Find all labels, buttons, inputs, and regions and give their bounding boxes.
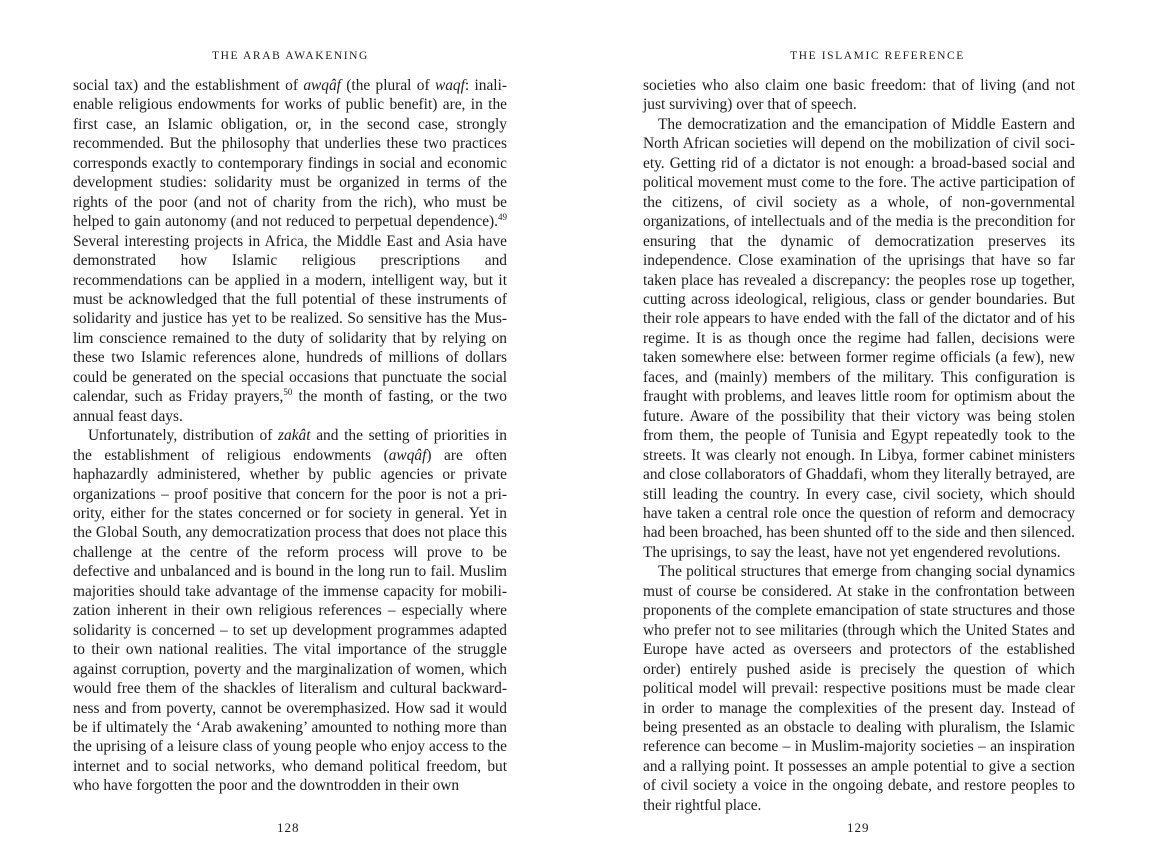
- paragraph: Unfortunately, distribution of zakât and the setting of priorities in the establishment of religious endowments (awqâf) are often haphazardly administered, whether by public agencies or private organizations – proof positive that concern for the poor is not a priority, either for the states concerned or for society in general. Yet in the Global South, any democratization process that does not place this challenge at the centre of the reform process will prove to be defective and unbalanced and is bound in the long run to fail. Muslim majorities should take advantage of the immense capacity for mobilization inherent in their own religious references – especially where solidarity is concerned – to set up development programmes adapted to their own national realities. The vital importance of the struggle against corruption, poverty and the marginalization of women, which would free them of the shackles of literalism and cultural backwardness and from poverty, cannot be overemphasized. How sad it would be if ultimately the ‘Arab awakening’ amounted to nothing more than the uprising of a leisure class of young people who enjoy access to the internet and to social networks, who demand political freedom, but who have forgotten the poor and the downtrodden in their own: [73, 427, 508, 795]
- paragraph: social tax) and the establishment of awqâf (the plural of waqf: inalienable religious endowments for works of public benefit) are, in the first case, an Islamic obligation, or, in the second case, strongly recommended. But the philosophy that underlies these two practices corresponds exactly to contemporary findings in social and economic development studies: solidarity must be organized in terms of the rights of the poor (and not of charity from the rich), who must be helped to gain autonomy (and not reduced to perpetual dependence).$^{49}$ Several interesting projects in Africa, the Middle East and Asia have demonstrated how Islamic religious prescriptions and recommendations can be applied in a modern, intelligent way, but it must be acknowledged that the full potential of these instruments of solidarity and justice has yet to be realized. So sensitive has the Muslim conscience remained to the duty of solidarity that by relying on these two Islamic references alone, hundreds of millions of dollars could be generated on the special occasions that punctuate the social calendar, such as Friday prayers,$^{50}$ the month of fasting, or the two annual feast days.: [73, 77, 507, 425]
- page-number: 129: [847, 820, 870, 835]
- body-text: [643, 76, 1075, 815]
- italic-term: awqâf: [303, 77, 341, 94]
- footnote-reference: 49: [498, 212, 507, 223]
- paragraph: The political structures that emerge from changing social dynamics must of course be considered. At stake in the confrontation between proponents of the complete emancipation of state structures and those who prefer not to see militaries (through which the United States and Europe have acted as overseers and protectors of the established order) entirely pushed aside is precisely the question of which political model will prevail: respective positions must be made clear in order to manage the complexities of the present day. Instead of being presented as an obstacle to dealing with pluralism, the Islamic reference can become – in Muslim-majority societies – an inspiration and a rallying point. It possesses an ample potential to give a section of civil society a voice in the ongoing debate, and restore peoples to their rightful place.: [643, 563, 1075, 814]
- italic-term: zakât: [278, 427, 311, 445]
- footnote-reference: 50: [283, 387, 293, 398]
- right-page: [585, 0, 1170, 851]
- paragraph: The democratization and the emancipation of Middle Eastern and North African societies will depend on the mobilization of civil society. Getting rid of a dictator is not enough: a broad-based social and political movement must come to the fore. The active participation of the citizens, of civil society as a whole, of non-governmental organizations, of intellectuals and of the media is the precondition for ensuring that the dynamic of democratization preserves its independence. Close examination of the uprisings that have so far taken place has revealed a discrepancy: the peoples rose up together, cutting across ideological, religious, class or gender boundaries. But their role appears to have ended with the fall of the dictator and of his regime. It is as though once the regime had fallen, decisions were taken somewhere else: between former regime officials (a few), new faces, and (mainly) members of the military. This configuration is fraught with problems, and leaves little room for optimism about the future. Aware of the possibility that their victory was being stolen from them, the people of Tunisia and Egypt repeatedly took to the streets. It was clearly not enough. In Libya, former cabinet ministers and close collaborators of Ghaddafi, whom they literally betrayed, are still leading the country. In every case, civil society, which should have taken a central role once the question of reform and democracy had been broached, has been shunted off to the side and then silenced. The uprisings, to say the least, have not yet engendered revolutions.: [643, 115, 1075, 561]
- paragraph: societies who also claim one basic freedom: that of living (and not just surviving) over that of speech.: [643, 77, 1075, 114]
- body-text: [73, 76, 507, 796]
- running-head: THE ARAB AWAKENING: [212, 50, 369, 62]
- italic-term: waqf: [434, 77, 465, 94]
- running-head: THE ISLAMIC REFERENCE: [790, 50, 965, 62]
- page-number: 128: [277, 820, 300, 835]
- italic-term: awqâf: [388, 446, 427, 464]
